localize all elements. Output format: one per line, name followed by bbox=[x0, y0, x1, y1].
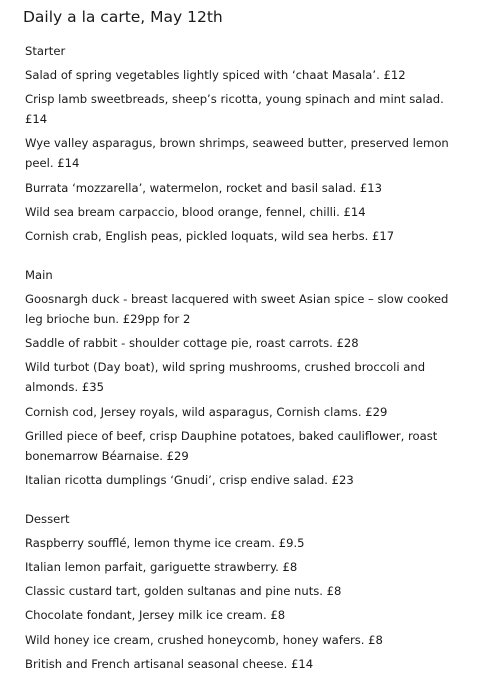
menu-item: Classic custard tart, golden sultanas and pine nuts. £8 bbox=[25, 584, 342, 599]
menu-item: Italian ricotta dumplings ‘Gnudi’, crisp endive salad. £23 bbox=[25, 472, 354, 487]
menu-item: Raspberry soufflé, lemon thyme ice cream. £9.5 bbox=[25, 535, 305, 550]
menu-item: Italian lemon parfait, gariguette strawberry. £8 bbox=[25, 560, 298, 575]
section-starter bbox=[25, 44, 469, 246]
menu-item: Crisp lamb sweetbreads, sheep’s ricotta, young spinach and mint salad. £14 bbox=[25, 92, 444, 127]
menu-title: Daily a la carte, May 12th bbox=[23, 8, 223, 26]
menu-item: Wye valley asparagus, brown shrimps, seaweed butter, preserved lemon peel. £14 bbox=[25, 136, 449, 171]
menu-item: British and French artisanal seasonal cheese. £14 bbox=[25, 656, 314, 671]
section-dessert bbox=[25, 512, 469, 674]
menu-item: Burrata ‘mozzarella’, watermelon, rocket and basil salad. £13 bbox=[25, 180, 383, 195]
section-heading-dessert: Dessert bbox=[25, 511, 70, 526]
section-main bbox=[25, 268, 469, 490]
menu-item: Grilled piece of beef, crisp Dauphine potatoes, baked cauliflower, roast bonemarrow Béarnaise. £29 bbox=[25, 428, 438, 463]
menu-item: Goosnargh duck - breast lacquered with sweet Asian spice – slow cooked leg brioche bun. £29pp for 2 bbox=[25, 291, 449, 326]
menu-item: Wild sea bream carpaccio, blood orange, fennel, chilli. £14 bbox=[25, 204, 366, 219]
menu-item: Chocolate fondant, Jersey milk ice cream. £8 bbox=[25, 608, 286, 623]
menu-item: Salad of spring vegetables lightly spiced with ‘chaat Masala’. £12 bbox=[25, 68, 406, 82]
section-heading-starter: Starter bbox=[25, 44, 66, 58]
menu-item: Wild turbot (Day boat), wild spring mushrooms, crushed broccoli and almonds. £35 bbox=[25, 360, 426, 395]
menu-item: Cornish cod, Jersey royals, wild asparagus, Cornish clams. £29 bbox=[25, 404, 388, 419]
menu-item: Wild honey ice cream, crushed honeycomb, honey wafers. £8 bbox=[25, 632, 383, 647]
menu-item: Saddle of rabbit - shoulder cottage pie, roast carrots. £28 bbox=[25, 336, 359, 351]
section-heading-main: Main bbox=[25, 267, 53, 282]
menu-item: Cornish crab, English peas, pickled loquats, wild sea herbs. £17 bbox=[25, 228, 395, 243]
